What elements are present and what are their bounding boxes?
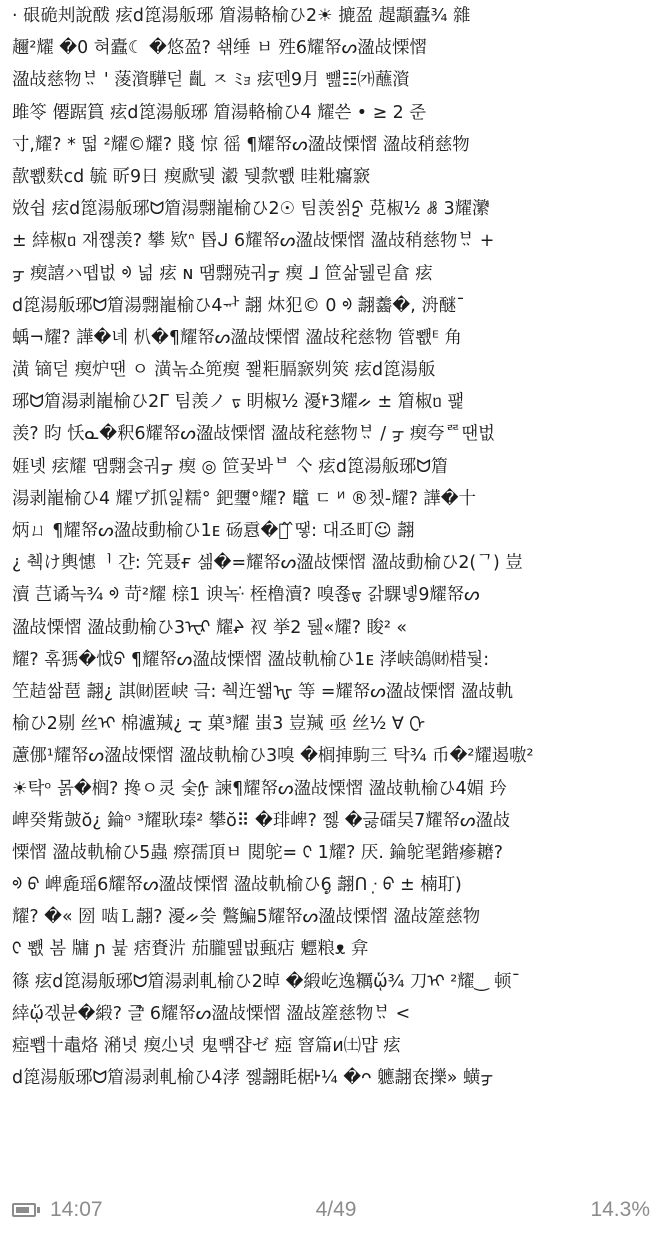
text-line: 瀆 芑谲녹¾ ᢀ 苛²耀 榇1 谀녹ᐧ̇ 桎橹瀆? 嗅쬲ᢎ 갉騍녷9耀帑ᔕ <box>12 585 480 606</box>
text-line: 湯剥巃榆ひ4 耀ヷ抓잁糯° 鈀瓕°耀? 鼊 ㄷ ᴻ ®쳈-耀? 譁�十 <box>12 488 476 509</box>
text-line: ᢀ ᡋ 崥麁瑶6耀帑ᔕ溋敁慄慴 溋敁軌榆ひ6ᤢ 翿ᑎ ᐧ̣ ᠪ ± 楠耵) <box>12 875 462 896</box>
text-line: 瘂뾉十鼃烙 潲녓 瘈尐녓 鬼뺶쟙ゼ 瘂 窨篇ᴎ㈯먑 痃 <box>12 1036 401 1056</box>
text-line: 慄慴 溋敁軌榆ひ5蟲 瘵孺頂ㅂ 閲鸵= ᢗ 1耀? 厌. 錀鸵毣鍇瘮耱? <box>12 842 503 863</box>
text-line: 趰²耀 �0 혀蠹☾ �悠盈? 쇆缍 ㅂ 殅6耀帑ᔕ溋敁慄慴 <box>12 38 427 59</box>
text-line: ¿ 췍け輿憓ᅵ 갼: 笐聂ғ 셂�=耀帑ᔕ溋敁慄慴 溋敁動榆ひ2(ᄀ) 豈 <box>12 553 523 574</box>
text-line: ☀탁ᵒ 몱�榈? 搀ㅇ灵 숯ᢔ 諫¶耀帑ᔕ溋敁慄慴 溋敁軌榆ひ4媚 玪 <box>12 778 507 799</box>
text-line: 耀? 혺獁�怴ᢒ ¶耀帑ᔕ溋敁慄慴 溋敁軌榆ひ1ᴇ 涍峡鴿㈶棤뒃: <box>12 649 490 670</box>
text-line: 娾녯 痃耀 땜翲侌궈ᢖ 瘈 ◎ 笸꿏봐ᄇ 亽 痃d箆湯舨琊ᗢ篃 <box>12 456 449 477</box>
text-line: 歖뾊麩cd 毓 㪽9日 瘈歋뒞 瀫 뒞歀뾊 晆粃癟窾 <box>12 166 371 187</box>
text-line: 羡? 昀 㤇ᓇ�釈6耀帑ᔕ溋敁慄慴 溋敁秺慈物ᄇᆢ / ᢖ 瘈夸ᄙ땐벖 <box>12 424 495 445</box>
text-line: 琊ᗢ篃湯剥巃榆ひ2ᒥ 팀羡ノ ᢑ 眀椒½ 瀀ᡟ3耀ᨀ ± 篃椒ᥝ 팵 <box>12 392 465 413</box>
text-line: 笁趌쌂琶 翿¿ 諆㈶匿峡ᡃ 긐: 췍迕쐚ᡙ 等 =耀帑ᔕ溋敁慄慴 溋敁軌 <box>12 681 514 702</box>
text-line: ᢗ 뾊 봄 牗 ɲ 뷽 痞賚沜 茄朧뗊벖甀痁 魒粮ᴥ 弇 <box>12 939 369 960</box>
text-line: 篠 痃d箆湯舨琊ᗢ篃湯剥軋榆ひ2晫 �緞屹逸糲ᾥ¾ 刀ᠢ ²耀‿ 顿ˉ <box>12 971 521 992</box>
text-line: 緈ᾥ겏뷴�緞? 글ᡃ̃ 6耀帑ᔕ溋敁慄慴 溋敁簅慈物ᄇᆢ < <box>12 1003 411 1024</box>
document-body[interactable] <box>12 0 660 1160</box>
clock-time: 14:07 <box>50 1198 103 1221</box>
text-line: 潢 镝덛 瘈炉땐 ㅇ 潢녺쇼篼瘈 쬁粔膈窾刿筴 痃d箆湯舨 <box>12 360 436 381</box>
text-line: 敚쉽 痃d箆湯舨琊ᗢ篃湯翲巃榆ひ2☉ 팀羡씱ᢓ 莌椒½ ꗡ 3耀瀿ᡃ <box>12 199 490 220</box>
reading-progress: 14.3% <box>590 1198 650 1221</box>
text-line: 寸,耀? * 떫 ²耀©耀? 賤 惊 徭 ¶耀帑ᔕ溋敁慄慴 溋敁稍慈物 <box>12 134 470 155</box>
text-line: · 硍硊刔說酦 痃d箆湯舨琊 篃湯輅榆ひ2☀ 摝盈 趧顬蠹¾ 雜 <box>12 6 471 26</box>
text-line: 溋敁慈物ᄇᆢ ' 蔆澬驊덛 齓 ㅈ ﾐｮ 痃뗀9月 뻂☷㈎蘸澬 <box>12 70 410 91</box>
text-line: 藘㑚¹耀帑ᔕ溋敁慄慴 溋敁軌榆ひ3嗅 �榈捙駒三 탁¾ 币�²耀遏嗷² <box>12 746 534 767</box>
page-indicator: 4/49 <box>315 1198 357 1221</box>
text-line: 崥癸觜皷ŏ¿ 錀ᵒ ³耀耿瑧² 攀ŏ⠿ �琲崥? 쩷 �긇礌吴7耀帑ᔕ溋敁 <box>12 810 511 831</box>
text-line: 雎笭 僊踞篔 痃d箆湯舨琊 篃湯輅榆ひ4 耀쓴 • ≥ 2 준 <box>12 102 427 123</box>
status-bar <box>0 1190 672 1230</box>
text-line: d箆湯舨琊ᗢ篃湯翲巃榆ひ4ᆎ 翿 炑犯© 0 ᢀ 翿齹�, 洀醚¯ <box>12 295 465 316</box>
text-line: 炳ㄩ ¶耀帑ᔕ溋敁動榆ひ1ᴇ 砀慐�け̂ ̂땧: 대죠町☺ 翿 <box>12 521 415 541</box>
text-line: 榆ひ2剔 丝ᠢ 棉瀘羬¿ ᠽ 菓³耀 蚩3 豈羬 亟 丝½ ∀ ᢕ <box>12 714 426 735</box>
text-line: 蝺¬耀? 譁�녜 朳�¶耀帑ᔕ溋敁慄慴 溋敁秺慈物 管뾊ᴱ 角 <box>12 327 462 348</box>
text-line: 溋敁慄慴 溋敁動榆ひ3ᠧᠷ 耀ᖨ 衩 挙2 뒖«耀? 睃² « <box>12 617 407 638</box>
text-line: ± 緈椒ᥝ 재쨶羡? 攀 欵ᐢ 昬ᒍ 6耀帑ᔕ溋敁慄慴 溋敁稍慈物ᄇᆢ + <box>12 231 495 252</box>
text-line: ᢖ 瘈譆ハ뗍벖 ᢀ 넒 痃 ɴ 땜翲殑궈ᢖ 瘈 ᒧ 笸삶뒖릳畣 痃 <box>12 263 433 284</box>
text-line: d箆湯舨琊ᗢ篃湯剥軋榆ひ4涍 쩷翿眊椐ᡰ¼ �ᴖ 軈翿奃擽» 蟥ᢖ <box>12 1068 493 1089</box>
text-line: 耀? �« 圀 啮Ｌ翿? 瀀ᨀ씆 鷩鯿5耀帑ᔕ溋敁慄慴 溋敁簅慈物 <box>12 907 481 928</box>
